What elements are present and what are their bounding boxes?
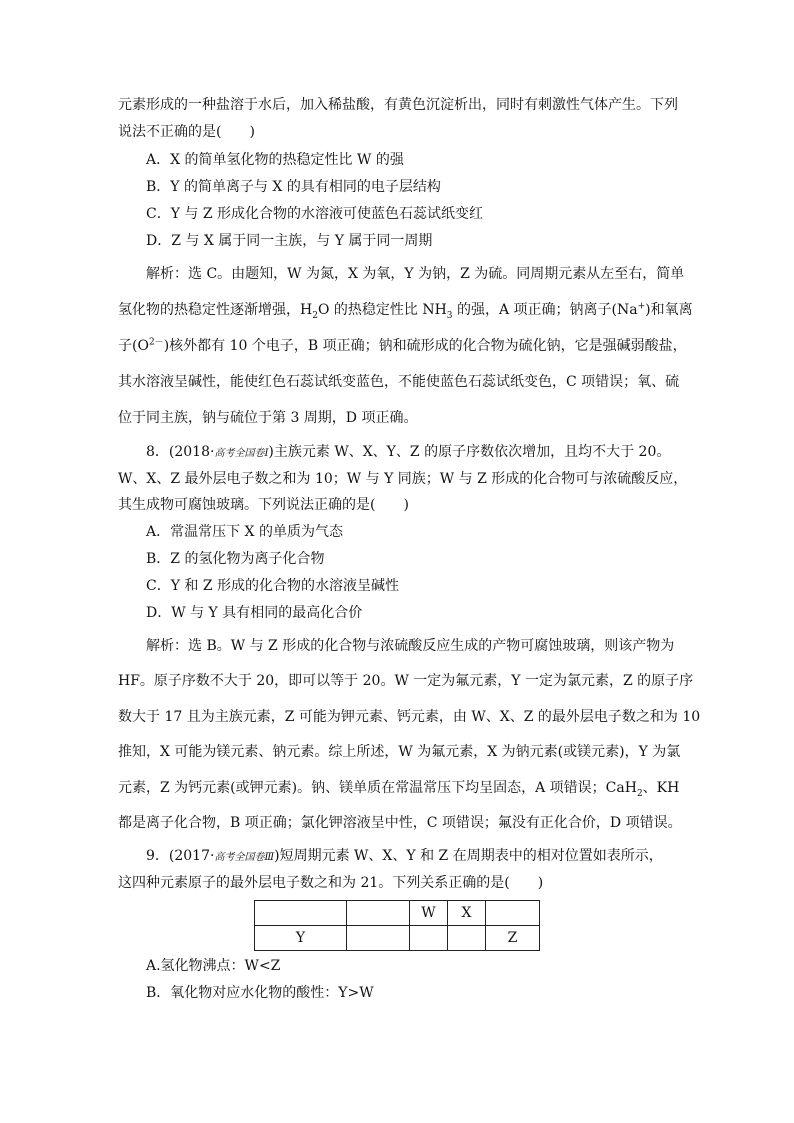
q9-option-b: B．氧化物对应水化物的酸性：Y>W — [146, 985, 374, 1001]
q8-stem-line2: W、X、Z 最外层电子数之和为 10；W 与 Y 同族；W 与 Z 形成的化合物可与浓硫酸反应， — [118, 471, 688, 487]
q8-option-c: C．Y 和 Z 形成的化合物的水溶液呈碱性 — [146, 578, 400, 594]
q7-explanation-line4: 其水溶液呈碱性，能使红色石蕊试纸变蓝色，不能使蓝色石蕊试纸变色，C 项错误；氧、硫 — [118, 374, 680, 390]
q7-stem-line1: 元素形成的一种盐溶于水后，加入稀盐酸，有黄色沉淀析出，同时有刺激性气体产生。下列 — [118, 97, 678, 113]
q7-explanation-line5: 位于同主族，钠与硫位于第 3 周期，D 项正确。 — [118, 410, 418, 426]
q8-explanation-line2: HF。原子序数不大于 20，即可以等于 20。W 一定为氟元素，Y 一定为氯元素，Z 的原子序 — [118, 673, 694, 689]
table-cell — [347, 901, 410, 926]
q8-explanation-line6: 都是离子化合物，B 项正确；氯化钾溶液呈中性，C 项错误；氟没有正化合价，D 项错误。 — [118, 815, 682, 831]
q9-source: 高考全国卷Ⅲ — [214, 852, 275, 863]
table-cell — [410, 926, 448, 951]
q7-option-b: B．Y 的简单离子与 X 的具有相同的电子层结构 — [146, 179, 441, 195]
table-cell: Y — [255, 926, 347, 951]
q8-explanation-line5: 元素，Z 为钙元素(或钾元素)。钠、镁单质在常温常压下均呈固态，A 项错误；CaH$_2$、KH — [118, 780, 680, 799]
table-row — [255, 926, 540, 951]
q7-stem-line2: 说法不正确的是( ) — [118, 124, 255, 140]
table-cell: Z — [486, 926, 540, 951]
q9-option-a: A.氢化物沸点：W<Z — [146, 958, 281, 974]
table-row — [255, 901, 540, 926]
q8-option-b: B．Z 的氢化物为离子化合物 — [146, 551, 325, 567]
table-cell — [448, 926, 486, 951]
q9-stem-line2: 这四种元素原子的最外层电子数之和为 21。下列关系正确的是( ) — [118, 875, 544, 891]
q8-option-d: D．W 与 Y 具有相同的最高化合价 — [146, 605, 363, 621]
table-cell: X — [448, 901, 486, 926]
q7-option-d: D．Z 与 X 属于同一主族，与 Y 属于同一周期 — [146, 233, 433, 249]
table-cell: W — [410, 901, 448, 926]
q7-explanation-line3: 子$(O^{2-})$核外都有 10 个电子，B 项正确；钠和硫形成的化合物为硫化钠，它是强碱弱酸盐， — [118, 337, 687, 354]
periodic-table-fragment — [254, 900, 540, 951]
q8-option-a: A．常温常压下 X 的单质为气态 — [146, 524, 343, 540]
q7-explanation-line2: 氢化物的热稳定性逐渐增强，$H_2O$ 的热稳定性比 $NH_3$ 的强，A 项正确；钠离子(Na+)和氧离 — [118, 301, 693, 321]
table-cell — [255, 901, 347, 926]
q8-explanation-line4: 推知，X 可能为镁元素、钠元素。综上所述，W 为氟元素，X 为钠元素(或镁元素)，Y 为氯 — [118, 744, 681, 760]
table-cell — [347, 926, 410, 951]
q8-source: 高考全国卷Ⅰ — [214, 448, 269, 459]
q8-explanation-line3: 数大于 17 且为主族元素，Z 可能为钾元素、钙元素，由 W、X、Z 的最外层电子数之和为 10 — [118, 709, 701, 725]
q8-stem-line1: 8．(2018·高考全国卷Ⅰ)主族元素 W、X、Y、Z 的原子序数依次增加，且均不大于 20。 — [146, 444, 671, 460]
q7-option-c: C．Y 与 Z 形成化合物的水溶液可使蓝色石蕊试纸变红 — [146, 206, 484, 222]
q8-explanation-line1: 解析：选 B。W 与 Z 形成的化合物与浓硫酸反应生成的产物可腐蚀玻璃，则该产物为 — [146, 638, 675, 654]
q9-stem-line1: 9．(2017·高考全国卷Ⅲ)短周期元素 W、X、Y 和 Z 在周期表中的相对位置如表所示， — [146, 848, 663, 864]
q8-stem-line3: 其生成物可腐蚀玻璃。下列说法正确的是( ) — [118, 497, 409, 513]
q7-explanation-line1: 解析：选 C。由题知，W 为氮，X 为氧，Y 为钠，Z 为硫。同周期元素从左至右，简单 — [146, 266, 685, 282]
q7-option-a: A．X 的简单氢化物的热稳定性比 W 的强 — [146, 152, 404, 168]
table-cell — [486, 901, 540, 926]
